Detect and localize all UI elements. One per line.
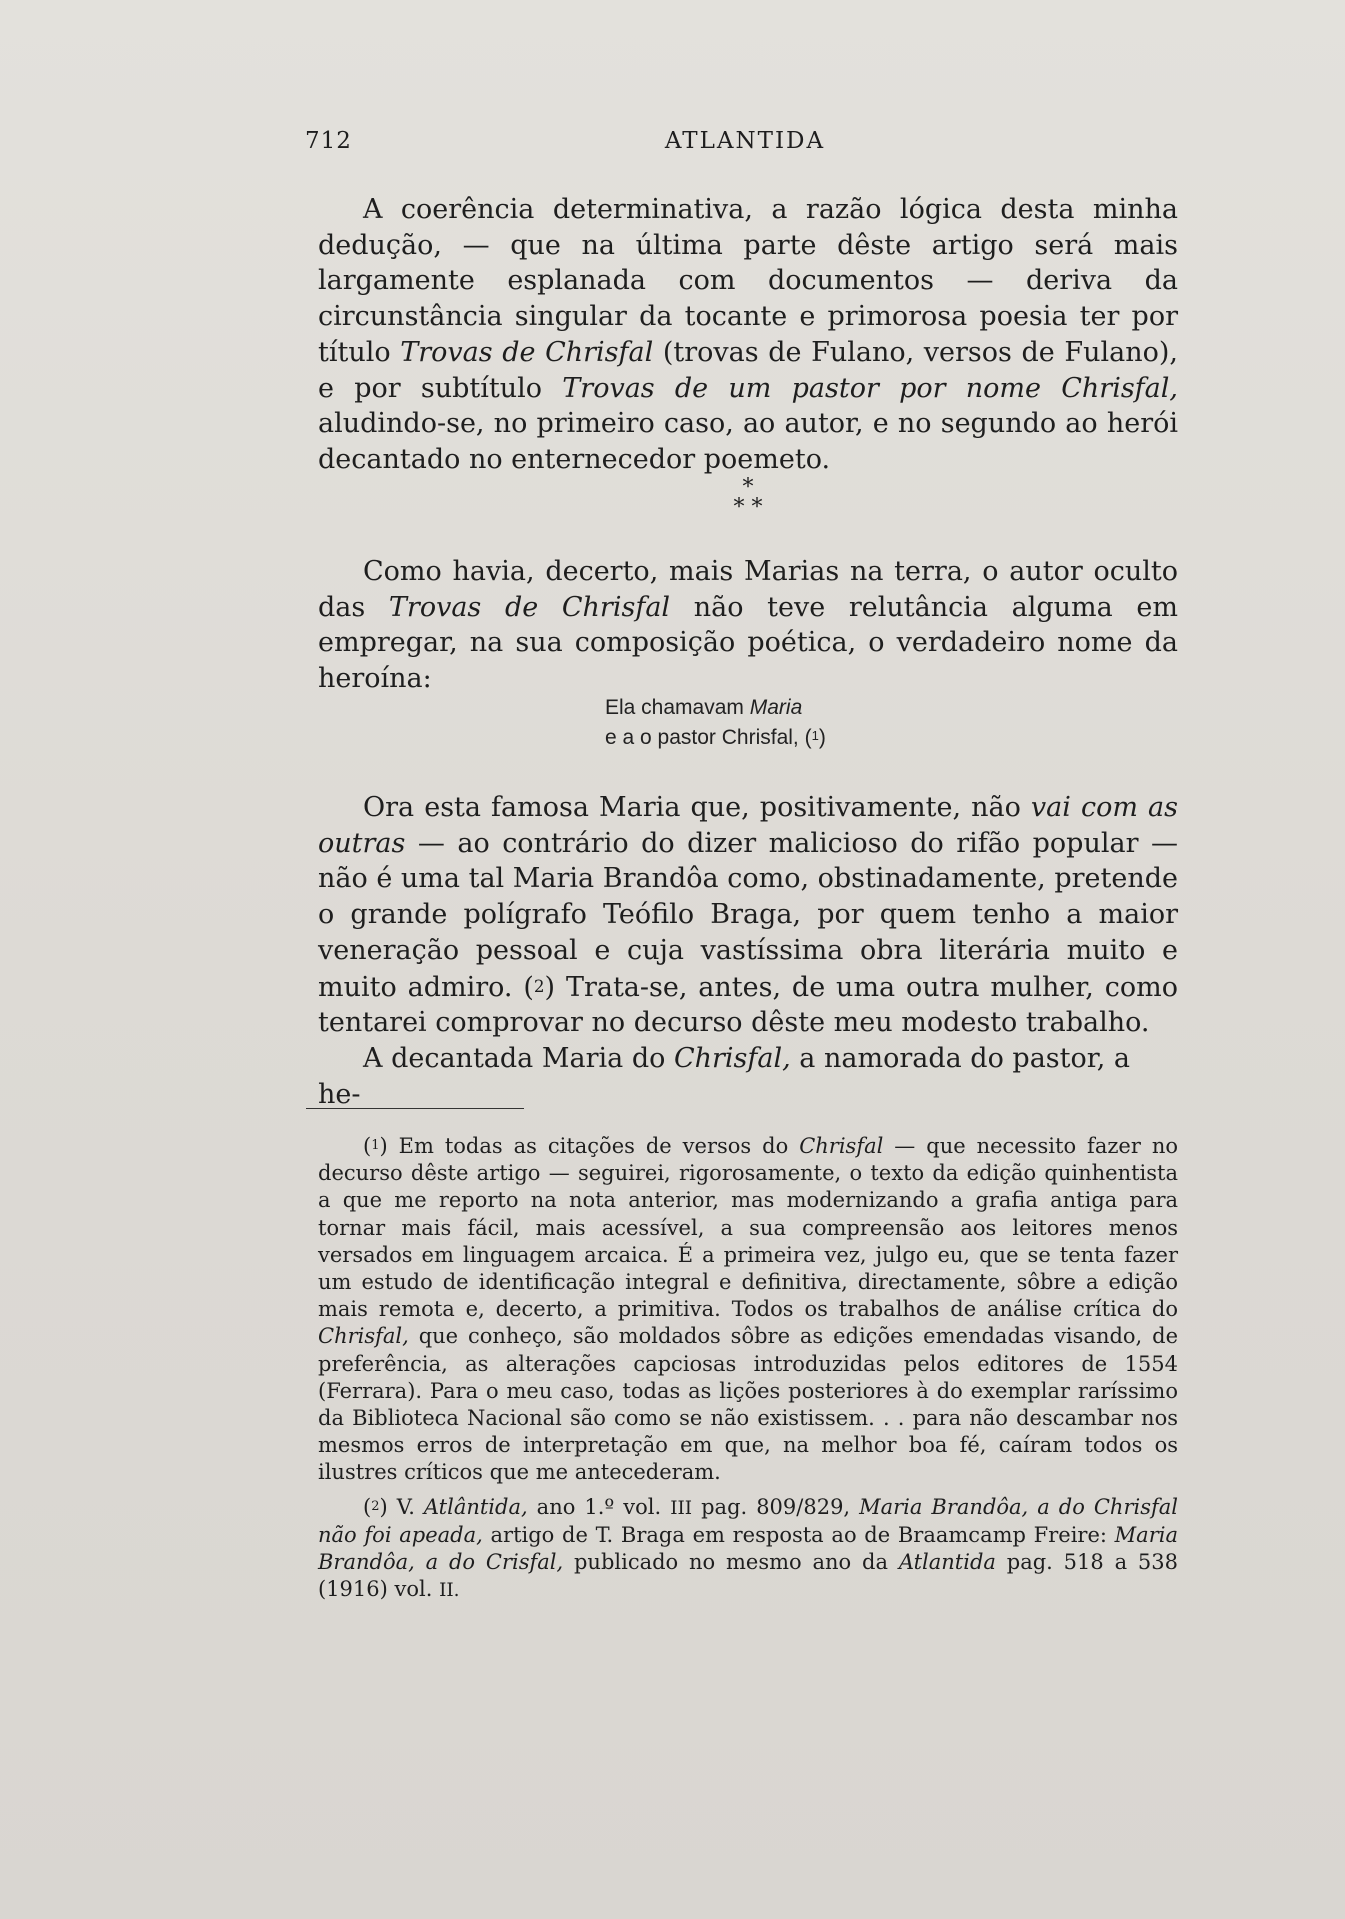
text-run: Ora esta famosa Maria que, positivamente, não [363, 792, 1031, 823]
italic-title: Chrisfal, [318, 1324, 409, 1349]
italic-word: Maria [749, 696, 803, 719]
text-run: a namorada do pastor, a he- [318, 1042, 1130, 1110]
page-number: 712 [305, 128, 352, 154]
text-run: pag. 809/829, [692, 1494, 860, 1519]
main-text-3 [318, 790, 1178, 1112]
italic-title: Atlantida [898, 1550, 996, 1575]
footnote-ref: 1 [811, 728, 819, 743]
italic-title: Maria Brandôa, a do Crisfal, [318, 1522, 1178, 1575]
text-run: A decantada Maria do [363, 1042, 674, 1074]
italic-title: Atlântida, [423, 1494, 528, 1519]
text-run: — ao contrário do dizer malicioso do rifão popular — não é uma tal Maria Brandôa como, obstinadamente, pretende o grande polígrafo Teófilo Braga, por quem tenho a maior veneração pessoal e cuja vastíssima obra literária muito e muito admiro. ( [318, 827, 1178, 1003]
text-run: não teve relutância alguma em empregar, na sua composição poética, o verdadeiro nome da heroína: [318, 591, 1178, 695]
footnote-marker: 1 [371, 1138, 380, 1153]
text-run: Como havia, decerto, mais Marias na terra, o autor oculto das [318, 556, 1178, 623]
running-title: ATLANTIDA [664, 128, 826, 154]
text-run: A coerência determinativa, a razão lógica desta minha dedução, — que na última parte dêste artigo será mais largamente esplanada com documentos — deriva da circunstância singular da tocante e primorosa poesia ter por título [318, 194, 1178, 368]
text-run: V. [387, 1494, 424, 1519]
paragraph-2 [318, 554, 1178, 697]
paragraph-4 [318, 1041, 1178, 1112]
italic-title: Trovas de Chrisfal [388, 591, 671, 623]
italic-title: Trovas de Chrisfal [400, 336, 654, 368]
italic-title: Chrisfal [799, 1134, 884, 1158]
running-head [305, 128, 1185, 162]
paragraph-1 [318, 192, 1178, 478]
text-run: Em todas as citações de versos do [387, 1134, 800, 1158]
main-text-2 [318, 554, 1178, 697]
italic-title: Maria Brandôa, a do Chrisfal não foi apeada, [318, 1494, 1178, 1547]
paragraph-3 [318, 790, 1178, 1041]
text-run: e a o pastor Chrisfal, ( [605, 726, 812, 749]
text-run: artigo de T. Braga em resposta ao de Braamcamp Freire: [482, 1522, 1115, 1547]
separator-asterisk: * [742, 475, 754, 500]
footnote-ref: 2 [533, 975, 545, 996]
text-run: ) [818, 726, 826, 749]
text-run: ano 1.º vol. [527, 1494, 671, 1519]
main-text [318, 192, 1178, 478]
verse-line-1 [318, 694, 1178, 722]
footnote-marker: 2 [371, 1498, 380, 1514]
verse-quote [318, 694, 1178, 752]
section-separator [318, 475, 1178, 520]
italic-title: Trovas de um pastor por nome Chrisfal, [562, 372, 1178, 404]
footnote-rule [306, 1108, 524, 1109]
text-run: que conheço, são moldados sôbre as edições emendadas visando, de preferência, as alterações capciosas introduzidas pelos editores de 1554 (Ferrara). Para o meu caso, todas as lições posteriores à do exemplar raríssimo da Biblioteca Nacional são como se não existissem. . . para não descambar nos mesmos erros de interpretação em que, na melhor boa fé, caíram todos os ilustres críticos que me antecederam. [318, 1324, 1178, 1485]
text-run: pag. 518 a 538 (1916) vol. [318, 1550, 1178, 1602]
text-run: ) Trata-se, antes, de uma outra mulher, como tentarei comprovar no decurso dêste meu modesto trabalho. [318, 971, 1178, 1039]
separator-asterisks: * * [733, 495, 763, 520]
footnotes [318, 1132, 1178, 1604]
text-run: — que necessito fazer no decurso dêste artigo — seguirei, rigorosamente, o texto da edição quinhentista a que me reporto na nota anterior, mas modernizando a grafia antiga para tornar mais fácil, mais acessível, a sua compreensão aos leitores menos versados em linguagem arcaica. É a primeira vez, julgo eu, que se tenta fazer um estudo de identificação integral e definitiva, directamente, sôbre a edição mais remota e, decerto, a primitiva. Todos os trabalhos de análise crítica do [318, 1134, 1178, 1322]
verse-line-2 [318, 722, 1178, 752]
text-run: aludindo-se, no primeiro caso, ao autor, e no segundo ao herói decantado no enternecedor poemeto. [318, 408, 1178, 475]
italic-phrase: vai com as outras [318, 792, 1178, 859]
footnote-1: ($^1$) Em todas as citações de versos do Chrisfal — que necessito fazer no decurso dêste artigo — seguirei, rigorosamente, o texto da edição quinhentista a que me reporto na nota anterior, mas modernizando a grafia antiga para tornar mais fácil, mais acessível, a sua compreensão aos leitores menos versados em linguagem arcaica. É a primeira vez, julgo eu, que se tenta fazer um estudo de identificação integral e definitiva, directamente, sôbre a edição mais remota e, decerto, a primitiva. Todos os trabalhos de análise crítica do Chrisfal, que conheço, são moldados sôbre as edições emendadas visando, de preferência, as alterações capciosas introduzidas pelos editores de 1554 (Ferrara). Para o meu caso, todas as lições posteriores à do exemplar raríssimo da Biblioteca Nacional são como se não existissem. . . para não descambar nos mesmos erros de interpretação em que, na melhor boa fé, caíram todos os ilustres críticos que me antecederam. [318, 1134, 1178, 1485]
volume-roman: II. [439, 1580, 460, 1602]
text-run: Ela chamavam [605, 696, 750, 719]
text-run: (trovas de Fulano, versos de Fulano), e por subtítulo [318, 336, 1178, 404]
italic-title: Chrisfal, [673, 1042, 791, 1074]
footnote-2: ($^2$) V. Atlântida, ano 1.º vol. III pag. 809/829, Maria Brandôa, a do Chrisfal não foi apeada, artigo de T. Braga em resposta ao de Braamcamp Freire: Maria Brandôa, a do Crisfal, publicado no mesmo ano da Atlantida pag. 518 a 538 (1916) vol. II. [318, 1494, 1178, 1602]
volume-roman: III [670, 1497, 693, 1519]
text-run: publicado no mesmo ano da [563, 1550, 899, 1575]
